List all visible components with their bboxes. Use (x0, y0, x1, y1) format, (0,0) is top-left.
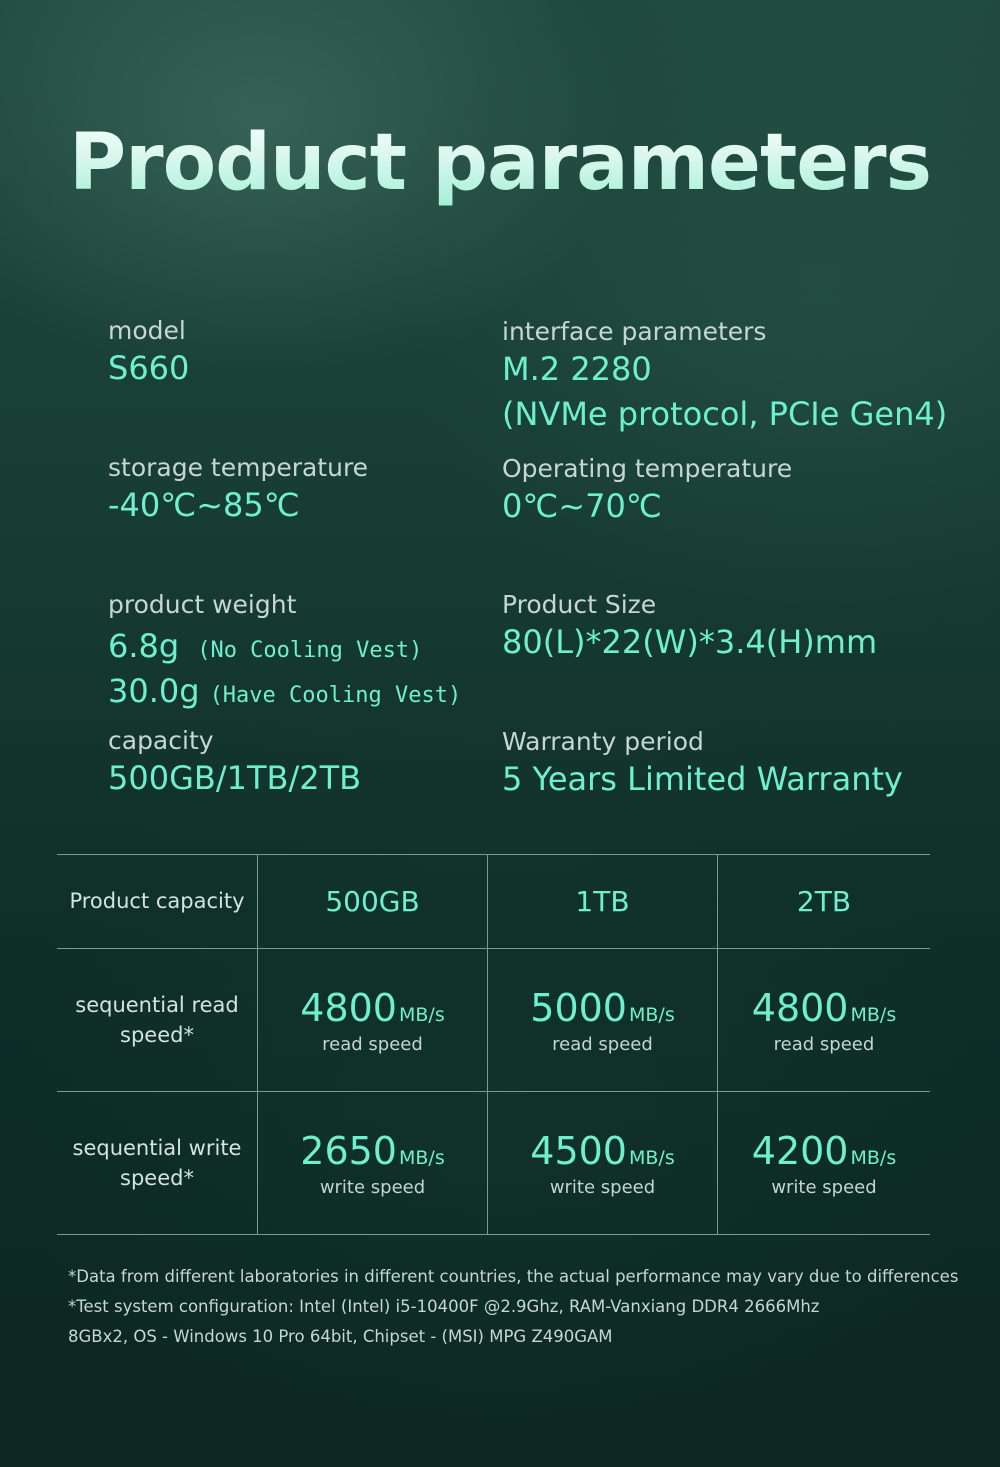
footnote: *Test system configuration: Intel (Intel) i5-10400F @2.9Ghz, RAM-Vanxiang DDR4 2666Mhz (68, 1297, 820, 1316)
speed-unit: MB/s (628, 1146, 675, 1169)
spec-label: interface parameters (502, 317, 767, 346)
speed-caption: write speed (319, 1176, 426, 1198)
spec-value: 80(L)*22(W)*3.4(H)mm (502, 623, 878, 661)
speed-cell (718, 949, 931, 1092)
speed-cell (718, 1092, 931, 1235)
speed-caption: write speed (549, 1176, 656, 1198)
footnote: *Data from different laboratories in different countries, the actual performance may vary due to differences (68, 1267, 959, 1286)
weight-note: (Have Cooling Vest) (209, 682, 462, 708)
capacity-cell: 500GB (258, 855, 488, 949)
spec-label: product weight (108, 590, 297, 619)
spec-value: 0℃~70℃ (502, 487, 662, 525)
weight-value: 6.8g (108, 627, 180, 665)
speed-unit: MB/s (628, 1003, 675, 1026)
speed-value: 4800 (300, 985, 397, 1030)
speed-caption: read speed (773, 1033, 875, 1055)
row-header (57, 949, 258, 1092)
spec-value: 5 Years Limited Warranty (502, 760, 903, 798)
table-row-read (57, 949, 930, 1092)
spec-capacity (108, 726, 361, 801)
spec-model (108, 316, 189, 391)
row-header: Product capacity (57, 855, 258, 949)
speed-value: 4200 (751, 1128, 849, 1173)
spec-label: capacity (108, 726, 214, 755)
spec-label: Product Size (502, 590, 657, 619)
speed-unit: MB/s (850, 1003, 897, 1026)
speed-cell (258, 949, 488, 1092)
speed-table (57, 854, 930, 1235)
speed-value: 4800 (751, 985, 849, 1030)
spec-value: 500GB/1TB/2TB (108, 759, 362, 797)
speed-cell (488, 949, 718, 1092)
spec-value: (NVMe protocol, PCIe Gen4) (502, 394, 948, 433)
spec-storage-temperature (108, 453, 368, 528)
weight-row-2 (108, 669, 461, 714)
row-header-line: sequential write (72, 1135, 242, 1160)
row-header (57, 1092, 258, 1235)
spec-operating-temperature (502, 454, 792, 529)
footnotes (68, 1262, 968, 1352)
footnote: 8GBx2, OS - Windows 10 Pro 64bit, Chipset - (MSI) MPG Z490GAM (68, 1327, 613, 1346)
spec-label: model (108, 316, 186, 345)
spec-product-weight (108, 590, 461, 714)
weight-note: (No Cooling Vest) (197, 638, 423, 663)
speed-value: 4500 (530, 1128, 627, 1173)
capacity-cell: 2TB (718, 855, 931, 949)
speed-caption: read speed (552, 1033, 653, 1055)
spec-label: Operating temperature (502, 454, 793, 483)
row-header-line: speed* (120, 1166, 194, 1190)
spec-label: storage temperature (108, 453, 369, 482)
speed-caption: read speed (322, 1033, 423, 1055)
speed-caption: write speed (771, 1176, 877, 1198)
spec-value: M.2 2280 (502, 350, 652, 388)
spec-interface (502, 317, 947, 437)
speed-cell (258, 1092, 488, 1235)
speed-unit: MB/s (398, 1003, 445, 1026)
row-header-line: speed* (120, 1023, 194, 1047)
spec-value: -40℃~85℃ (108, 486, 300, 524)
weight-value: 30.0g (108, 671, 200, 710)
speed-value: 2650 (300, 1128, 397, 1173)
table-row-write (57, 1092, 930, 1235)
row-header-line: sequential read (75, 992, 239, 1017)
spec-value: S660 (108, 349, 190, 387)
speed-value: 5000 (530, 985, 627, 1030)
speed-unit: MB/s (398, 1146, 445, 1169)
capacity-cell: 1TB (488, 855, 718, 949)
table-row-capacity (57, 855, 930, 949)
speed-unit: MB/s (850, 1146, 897, 1169)
page-title: Product parameters (0, 118, 1000, 208)
spec-label: Warranty period (502, 727, 704, 756)
weight-row-1 (108, 624, 461, 669)
spec-warranty (502, 727, 903, 802)
speed-cell (488, 1092, 718, 1235)
spec-product-size (502, 590, 877, 665)
